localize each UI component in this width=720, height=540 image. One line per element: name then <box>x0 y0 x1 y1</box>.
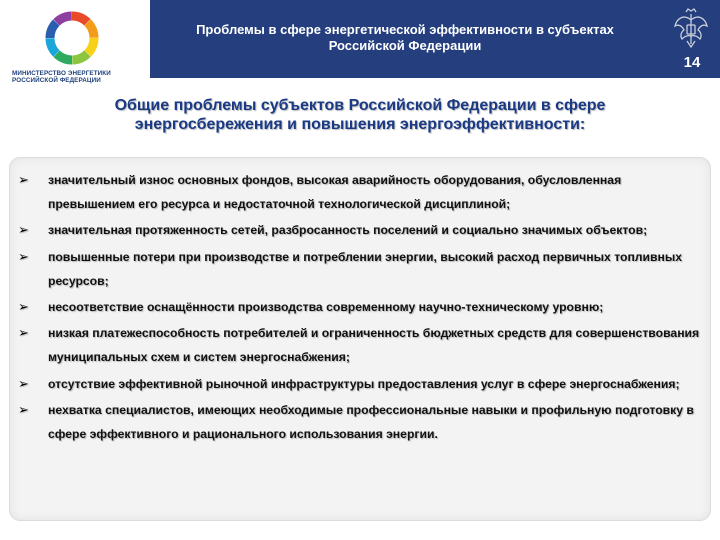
ministry-name: МИНИСТЕРСТВО ЭНЕРГЕТИКИ РОССИЙСКОЙ ФЕДЕРАЦИИ <box>12 70 111 85</box>
arrow-bullet-icon: ➢ <box>18 375 29 391</box>
list-item <box>18 245 708 293</box>
arrow-bullet-icon: ➢ <box>18 325 29 341</box>
list-item <box>18 295 708 319</box>
list-item-text: несоответствие оснащённости производства современному научно-техническому уровню; <box>48 300 604 315</box>
list-item-text: отсутствие эффективной рыночной инфраструктуры предоставления услуг в сфере энергоснабжения; <box>48 376 680 391</box>
page-number: 14 <box>683 54 701 71</box>
list-item <box>18 321 708 369</box>
list-item <box>18 398 708 446</box>
logo-ring-icon <box>42 8 102 68</box>
list-item <box>18 372 708 396</box>
list-item-text: низкая платежеспособность потребителей и ограниченность бюджетных средств для совершенствования муниципальных схем и систем энергоснабжения; <box>48 326 700 365</box>
slide-title: Проблемы в сфере энергетической эффективности в субъектах Российской Федерации <box>196 22 614 53</box>
arrow-bullet-icon: ➢ <box>18 299 29 315</box>
coat-of-arms-icon <box>672 8 710 50</box>
list-item-text: значительная протяженность сетей, разбросанность поселений и социально значимых объектов; <box>48 223 648 238</box>
arrow-bullet-icon: ➢ <box>18 248 29 264</box>
list-item-text: повышенные потери при производстве и потреблении энергии, высокий расход первичных топливных ресурсов; <box>48 249 683 288</box>
arrow-bullet-icon: ➢ <box>18 172 29 187</box>
problems-panel <box>10 158 710 520</box>
arrow-bullet-icon: ➢ <box>18 401 29 417</box>
list-item-text: значительный износ основных фондов, высокая аварийность оборудования, обусловленная превышением его ресурса и недостаточной технологической дисциплиной; <box>48 173 622 212</box>
ministry-logo <box>8 6 138 96</box>
list-item <box>18 168 708 216</box>
list-item <box>18 218 708 242</box>
problems-list <box>18 168 708 448</box>
list-item-text: нехватка специалистов, имеющих необходимые профессиональные навыки и профильную подготовку в сфере эффективного и рационального использования энергии. <box>48 402 694 442</box>
slide-subtitle: Общие проблемы субъектов Российской Федерации в сфере энергосбережения и повышения энергоэффективности: <box>114 97 606 133</box>
arrow-bullet-icon: ➢ <box>18 222 29 238</box>
